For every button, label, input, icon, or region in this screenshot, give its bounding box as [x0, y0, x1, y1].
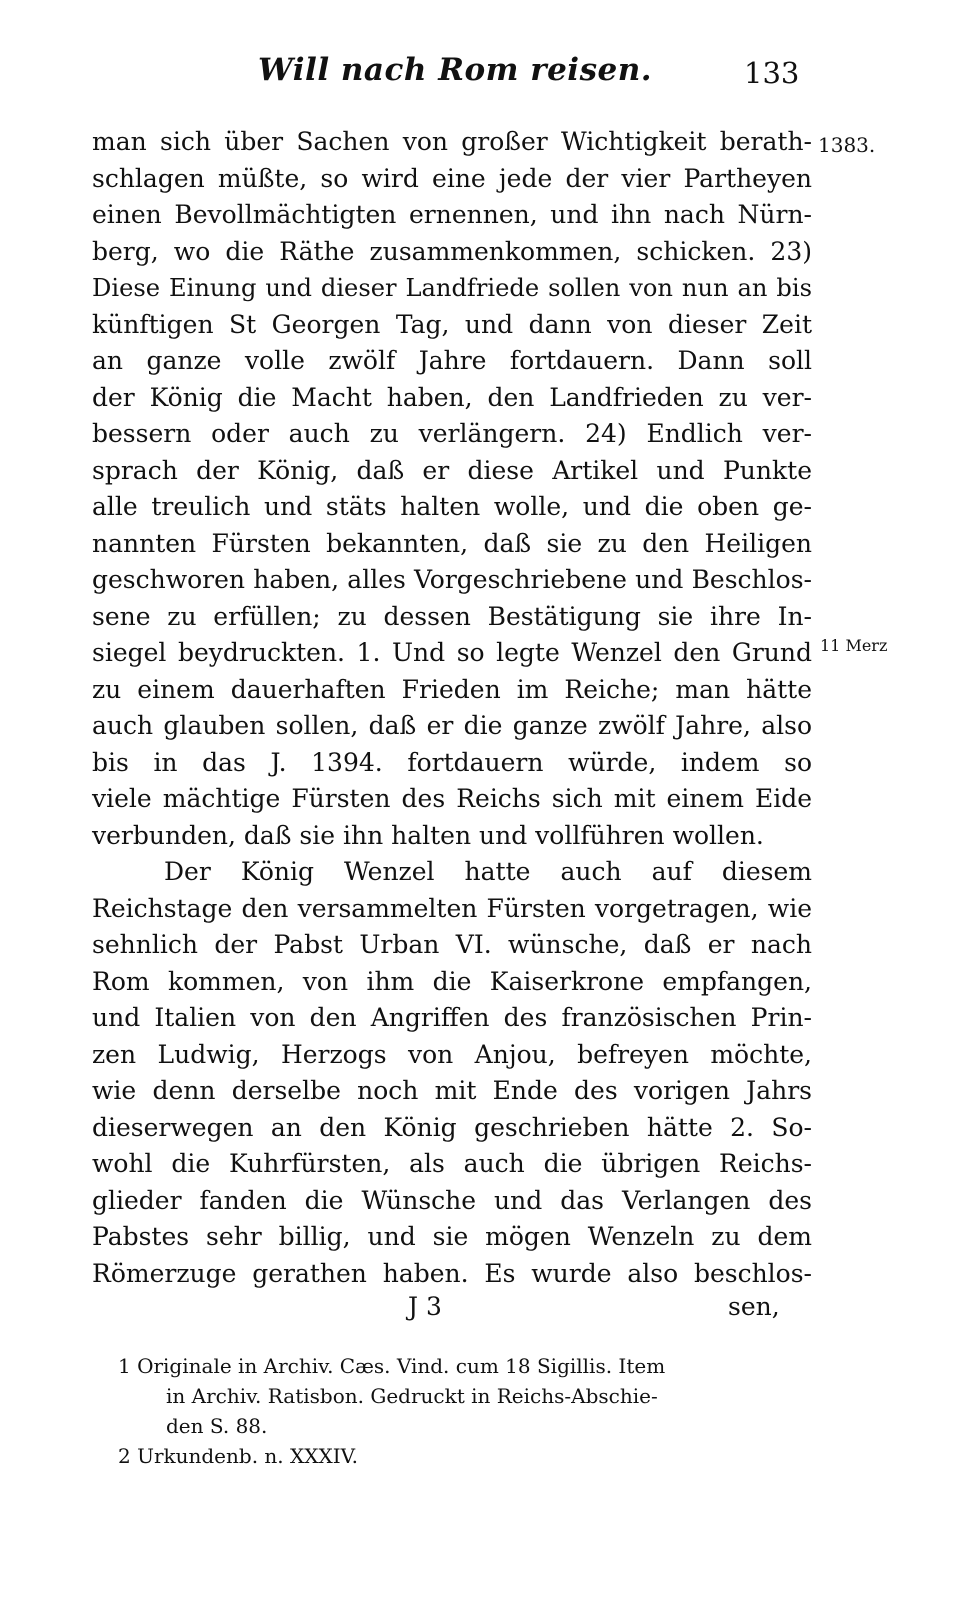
text-line: wohl die Kuhrfürsten, als auch die übrigen Reichs-	[92, 1149, 812, 1178]
text-line: Reichstage den versammelten Fürsten vorgetragen, wie	[92, 893, 812, 923]
text-line: Römerzuge gerathen haben. Es wurde also beschlos-	[92, 1258, 812, 1288]
signature-mark: J 3	[408, 1292, 442, 1321]
text-line: sene zu erfüllen; zu dessen Bestätigung sie ihre In-	[92, 601, 812, 631]
text-line: dieserwegen an den König geschrieben hätte 2. So-	[92, 1112, 812, 1142]
footnote-line: 1 Originale in Archiv. Cæs. Vind. cum 18 Sigillis. Item	[118, 1354, 666, 1378]
text-line: wie denn derselbe noch mit Ende des vorigen Jahrs	[92, 1076, 812, 1105]
text-line: an ganze volle zwölf Jahre fortdauern. Dann soll	[92, 346, 812, 375]
paragraph-start-line: Der König Wenzel hatte auch auf diesem	[164, 857, 812, 886]
margin-note-year: 1383.	[818, 133, 876, 157]
text-line: verbunden, daß sie ihn halten und vollführen wollen.	[92, 820, 764, 850]
margin-note-date: 11 Merz	[820, 636, 888, 655]
text-line: einen Bevollmächtigten ernennen, und ihn nach Nürn-	[92, 200, 812, 229]
footnote-line: 2 Urkundenb. n. XXXIV.	[118, 1444, 358, 1468]
text-line: bis in das J. 1394. fortdauern würde, indem so	[92, 747, 812, 777]
text-line: künftigen St Georgen Tag, und dann von dieser Zeit	[92, 309, 812, 339]
text-line: siegel beydruckten. 1. Und so legte Wenzel den Grund	[92, 638, 812, 667]
text-line: sehnlich der Pabst Urban VI. wünsche, daß er nach	[92, 930, 812, 959]
running-title: Will nach Rom reisen.	[258, 52, 653, 88]
text-line: geschworen haben, alles Vorgeschriebene und Beschlos-	[92, 565, 812, 594]
text-line: bessern oder auch zu verlängern. 24) Endlich ver-	[92, 419, 812, 448]
text-line: zen Ludwig, Herzogs von Anjou, befreyen möchte,	[92, 1039, 812, 1069]
text-line: man sich über Sachen von großer Wichtigkeit berath-	[92, 127, 812, 156]
text-line: und Italien von den Angriffen des französischen Prin-	[92, 1003, 812, 1032]
text-line: zu einem dauerhaften Frieden im Reiche; man hätte	[92, 674, 812, 704]
catchword: sen,	[728, 1292, 780, 1321]
footnote-line: den S. 88.	[166, 1414, 268, 1438]
text-line: nannten Fürsten bekannten, daß sie zu den Heiligen	[92, 528, 812, 558]
text-line: alle treulich und stäts halten wolle, und die oben ge-	[92, 492, 812, 521]
text-line: schlagen müßte, so wird eine jede der vier Partheyen	[92, 163, 812, 193]
page-number: 133	[744, 56, 800, 90]
text-line: glieder fanden die Wünsche und das Verlangen des	[92, 1185, 812, 1215]
text-line: viele mächtige Fürsten des Reichs sich mit einem Eide	[92, 784, 812, 813]
footnotes	[118, 1351, 818, 1471]
body-text	[92, 124, 812, 1292]
text-line: Rom kommen, von ihm die Kaiserkrone empfangen,	[92, 966, 812, 996]
text-line: Diese Einung und dieser Landfriede sollen von nun an bis	[92, 274, 812, 302]
text-line: Pabstes sehr billig, und sie mögen Wenzeln zu dem	[92, 1222, 812, 1251]
text-line: berg, wo die Räthe zusammenkommen, schicken. 23)	[92, 236, 812, 266]
text-line: sprach der König, daß er diese Artikel und Punkte	[92, 455, 812, 485]
text-line: auch glauben sollen, daß er die ganze zwölf Jahre, also	[92, 711, 812, 740]
footnote-line: in Archiv. Ratisbon. Gedruckt in Reichs-Abschie-	[166, 1384, 658, 1408]
text-line: der König die Macht haben, den Landfrieden zu ver-	[92, 382, 812, 412]
